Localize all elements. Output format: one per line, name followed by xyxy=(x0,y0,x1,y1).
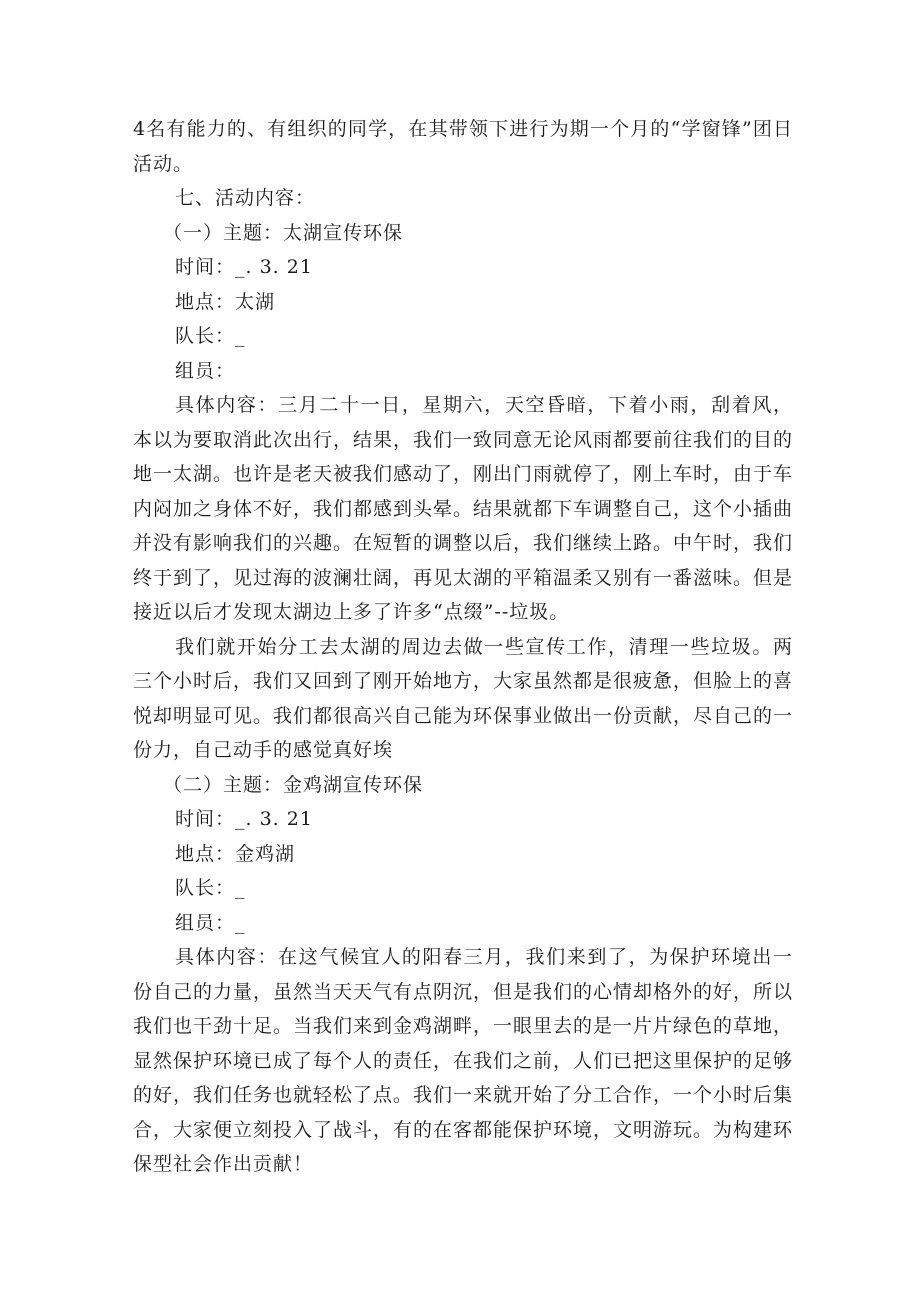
activity1-title: （一）主题：太湖宣传环保 xyxy=(163,221,404,244)
activity1-time: 时间：_. 3. 21 xyxy=(175,256,313,278)
section-heading: 七、活动内容： xyxy=(175,187,316,209)
activity1-members: 组员： xyxy=(175,359,236,382)
activity2-place: 地点：金鸡湖 xyxy=(175,842,296,865)
activity1-place: 地点：太湖 xyxy=(175,290,276,313)
activity1-content-paragraph-2: 我们就开始分工去太湖的周边去做一些宣传工作，清理一些垃圾。两三个小时后，我们又回到了刚开始地方，大家虽然都是很疲惫，但脸上的喜悦却明显可见。我们都很高兴自己能为环保事业做出一份贡献，尽自己的一份力，自己动手的感觉真好埃 xyxy=(133,635,794,761)
activity1-leader: 队长：_ xyxy=(175,325,246,347)
activity2-title: （二）主题：金鸡湖宣传环保 xyxy=(163,773,424,796)
intro-paragraph: 4名有能力的、有组织的同学，在其带领下进行为期一个月的“学窗锋”团日活动。 xyxy=(133,118,793,175)
activity2-time: 时间：_. 3. 21 xyxy=(175,808,313,830)
activity2-members: 组员：_ xyxy=(175,911,246,934)
document-body xyxy=(133,112,793,1182)
activity1-content-paragraph: 具体内容：三月二十一日，星期六，天空昏暗，下着小雨，刮着风，本以为要取消此次出行，结果，我们一致同意无论风雨都要前往我们的目的地一太湖。也许是老天被我们感动了，刚出门雨就停了，刚上车时，由于车内闷加之身体不好，我们都感到头晕。结果就都下车调整自己，这个小插曲并没有影响我们的兴趣。在短暂的调整以后，我们继续上路。中午时，我们终于到了，见过海的波澜壮阔，再见太湖的平箱温柔又别有一番滋味。但是接近以后才发现太湖边上多了许多“点缀”--垃圾。 xyxy=(133,394,794,623)
activity2-content-paragraph: 具体内容：在这气候宜人的阳春三月，我们来到了，为保护环境出一份自己的力量，虽然当天天气有点阴沉，但是我们的心情却格外的好，所以我们也干劲十足。当我们来到金鸡湖畔，一眼里去的是一片片绿色的草地，显然保护环境已成了每个人的责任，在我们之前，人们已把这里保护的足够的好，我们任务也就轻松了点。我们一来就开始了分工合作，一个小时后集合，大家便立刻投入了战斗，有的在客都能保护环境，文明游玩。为构建环保型社会作出贡献！ xyxy=(133,946,794,1175)
activity2-leader: 队长：_ xyxy=(175,877,246,899)
